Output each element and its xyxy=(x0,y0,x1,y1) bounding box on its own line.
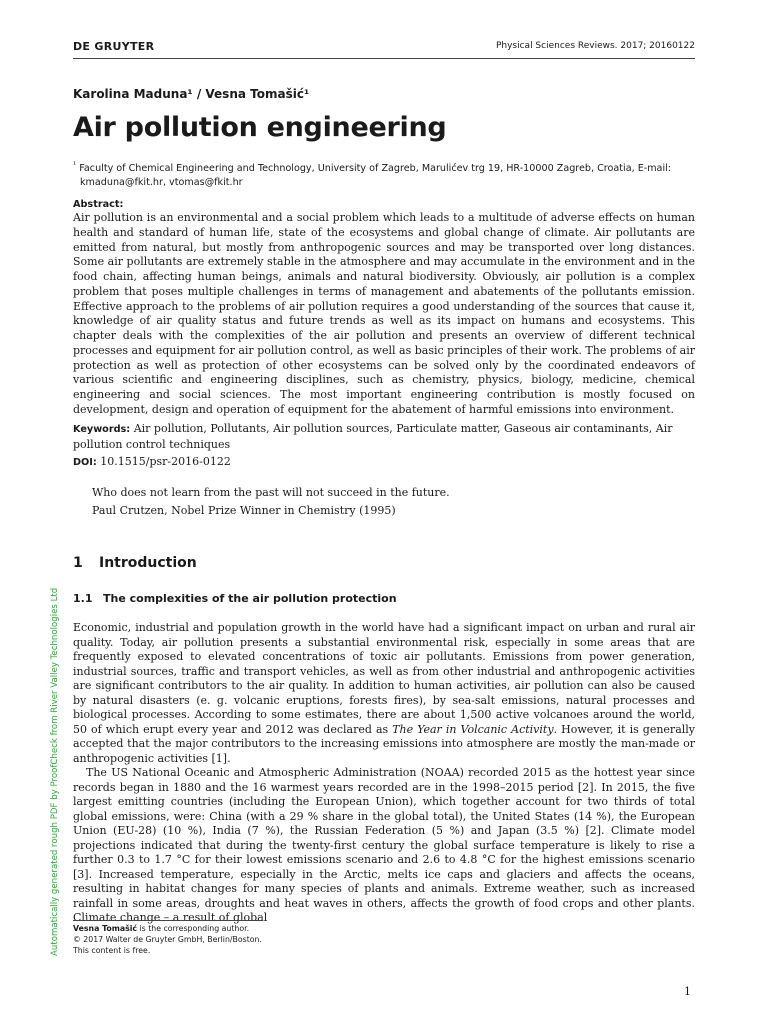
publisher-name: DE GRUYTER xyxy=(73,40,155,53)
keywords-text: Air pollution, Pollutants, Air pollution sources, Particulate matter, Gaseous air contaminants, Air pollution control techniques xyxy=(73,422,673,451)
affiliation-line-1 xyxy=(73,158,695,176)
running-header xyxy=(73,40,695,58)
page-number: 1 xyxy=(684,985,691,998)
keywords xyxy=(73,421,695,452)
author-list: Karolina Maduna¹ / Vesna Tomašić¹ xyxy=(73,87,310,101)
subsection-number: 1.1 xyxy=(73,592,93,605)
epigraph xyxy=(92,484,450,520)
affiliation-marker: ¹ xyxy=(73,160,77,169)
header-rule xyxy=(73,58,695,59)
free-content-note: This content is free. xyxy=(73,946,151,955)
copyright-note: © 2017 Walter de Gruyter GmbH, Berlin/Boston. xyxy=(73,935,262,944)
corresponding-author-note xyxy=(73,923,262,934)
paragraph-1-italic: The Year in Volcanic Activity xyxy=(392,722,554,736)
section-title: Introduction xyxy=(99,555,197,571)
doi-label: DOI: xyxy=(73,457,97,468)
affiliation-text: Faculty of Chemical Engineering and Technology, University of Zagreb, Marulićev trg 19, HR-10000 Zagreb, Croatia, E-mail: xyxy=(79,163,672,175)
epigraph-attribution: Paul Crutzen, Nobel Prize Winner in Chemistry (1995) xyxy=(92,504,396,517)
paragraph-1 xyxy=(73,621,695,766)
footnote-rule xyxy=(73,920,263,921)
paragraph-2: The US National Oceanic and Atmospheric Administration (NOAA) recorded 2015 as the hottest year since records began in 1880 and the 16 warmest years recorded are in the 1998–2015 period [2]. In 2015, the five largest emitting countries (including the European Union), which together account for two thirds of total global emissions, were: China (with a 29 % share in the global total), the United States (14 %), the European Union (EU-28) (10 %), India (7 %), the Russian Federation (5 %) and Japan (3.5 %) [2]. Climate model projections indicated that during the twenty-first century the global surface temperature is likely to rise a further 0.3 to 1.7 °C for their lowest emissions scenario and 2.6 to 4.8 °C for the highest emissions scenario [3]. Increased temperature, especially in the Arctic, melts ice caps and glaciers and affects the oceans, resulting in habitat changes for many species of plants and animals. Extreme weather, such as increased rainfall in some areas, droughts and heat waves in others, affects the growth of food crops and other plants. Climate change – a result of global xyxy=(73,766,695,924)
paragraph-1-start: Economic, industrial and population growth in the world have had a significant impact on urban and rural air quality. Today, air pollution presents a substantial environmental risk, especially in some areas that are frequently exposed to elevated concentrations of toxic air pollutants. Emissions from power generation, industrial sources, traffic and transport vehicles, as well as from other industrial and anthropogenic activities are significant contributors to the air quality. In addition to human activities, air pollution can also be caused by natural disasters (e. g. volcanic eruptions, forests fires), by sea-salt emissions, natural processes and biological processes. According to some estimates, there are about 1,500 active volcanoes around the world, 50 of which erupt every year and 2012 was declared as xyxy=(73,621,695,736)
corresponding-author-text: is the corresponding author. xyxy=(137,924,250,933)
affiliation xyxy=(73,158,695,190)
footnotes xyxy=(73,923,262,956)
epigraph-quote: Who does not learn from the past will not succeed in the future. xyxy=(92,486,450,499)
corresponding-author-name: Vesna Tomašić xyxy=(73,924,138,933)
body-text xyxy=(73,621,695,926)
journal-reference: Physical Sciences Reviews. 2017; 20160122 xyxy=(495,41,695,51)
section-heading-introduction xyxy=(73,555,197,571)
paper-title: Air pollution engineering xyxy=(73,112,447,143)
section-number: 1 xyxy=(73,555,83,571)
proofcheck-side-note: Automatically generated rough PDF by ProofCheck from River Valley Technologies Ltd xyxy=(50,587,60,956)
subsection-title: The complexities of the air pollution protection xyxy=(103,592,397,605)
affiliation-emails: kmaduna@fkit.hr, vtomas@fkit.hr xyxy=(80,177,243,189)
paragraph-1-end: . However, it is generally accepted that the major contributors to the increasing emissions into atmosphere are mostly the man-made or anthropogenic activities [1]. xyxy=(73,722,695,765)
subsection-heading xyxy=(73,592,397,605)
doi xyxy=(73,455,231,468)
doi-value[interactable]: 10.1515/psr-2016-0122 xyxy=(100,455,231,468)
abstract-label: Abstract: xyxy=(73,199,124,210)
keywords-label: Keywords: xyxy=(73,424,131,435)
abstract-text: Air pollution is an environmental and a social problem which leads to a multitude of adverse effects on human health and standard of human life, state of the ecosystems and global change of climate. Air pollutants are emitted from natural, but mostly from anthropogenic sources and may be transported over long distances. Some air pollutants are extremely stable in the atmosphere and may accumulate in the environment and in the food chain, affecting human beings, animals and natural biodiversity. Obviously, air pollution is a complex problem that poses multiple challenges in terms of management and abatements of the pollutants emission. Effective approach to the problems of air pollution requires a good understanding of the sources that cause it, knowledge of air quality status and future trends as well as its impact on humans and ecosystems. This chapter deals with the complexities of the air pollution and presents an overview of different technical processes and equipment for air pollution control, as well as basic principles of their work. The problems of air protection as well as protection of other ecosystems can be solved only by the coordinated endeavors of various scientific and engineering disciplines, such as chemistry, physics, biology, medicine, chemical engineering and social sciences. The most important engineering contribution is mostly focused on development, design and operation of equipment for the abatement of harmful emissions into environment. xyxy=(73,211,695,416)
